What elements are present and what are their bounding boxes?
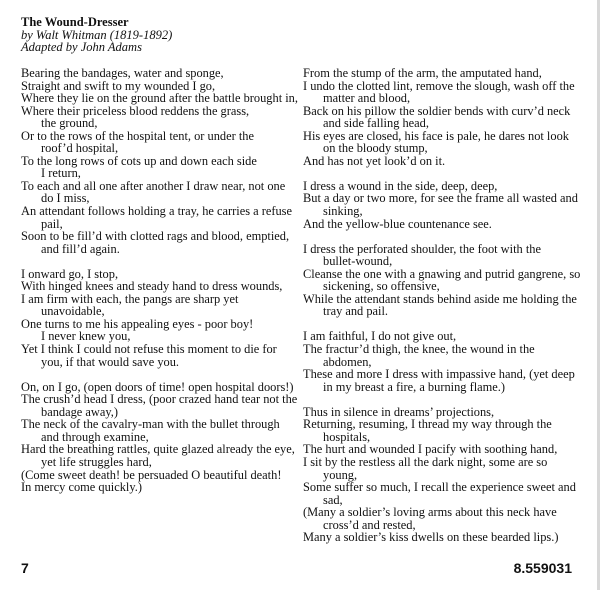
poem-line: Many a soldier’s kiss dwells on these bearded lips.) [303,530,559,545]
poem-line: I undo the clotted lint, remove the slough, wash off the [303,78,575,93]
poem-line: bandage away,) [41,404,118,419]
poem-line: Some suffer so much, I recall the experience sweet and [303,480,576,495]
poem-line: cross’d and rested, [323,517,416,532]
poem-title: The Wound-Dresser [21,15,129,29]
poem-line: I never knew you, [41,329,131,344]
poem-line: Soon to be fill’d with clotted rags and blood, emptied, [21,229,290,244]
text-column-left [21,67,298,506]
poem-line: pail, [41,216,63,231]
poem-line: Yet I think I could not refuse this moment to die for [21,342,277,357]
stanza [303,243,580,318]
stanza [21,381,298,494]
poem-line: I sit by the restless all the dark night, some are so [303,454,548,469]
poem-line: Hard the breathing rattles, quite glazed already the eye, [21,442,295,457]
poem-line: His eyes are closed, his face is pale, he dares not look [303,128,569,143]
poem-line: (Come sweet death! be persuaded O beautiful death! [21,467,282,482]
poem-line: Returning, resuming, I thread my way through the [303,417,552,432]
poem-line: While the attendant stands behind aside me holding the [303,291,577,306]
poem-line: the ground, [41,116,98,131]
poem-line: In mercy come quickly.) [21,480,142,495]
poem-line: Where they lie on the ground after the battle brought in, [21,91,298,106]
poem-line: To each and all one after another I draw near, not one [21,178,286,193]
catalog-number: 8.559031 [513,560,572,576]
poem-line: roof’d hospital, [41,141,119,156]
poem-line: tray and pail. [323,304,389,319]
poem-line: An attendant follows holding a tray, he carries a refuse [21,204,293,219]
poem-line: and through examine, [41,429,149,444]
poem-line: Where their priceless blood reddens the grass, [21,103,250,118]
poem-line: do I miss, [41,191,90,206]
stanza [303,67,580,167]
stanza [21,268,298,368]
poem-adapter: Adapted by John Adams [21,40,142,55]
poem-line: sad, [323,492,343,507]
poem-line: bullet-wound, [323,254,393,269]
poem-line: and fill’d again. [41,241,120,256]
poem-author: by Walt Whitman (1819-1892) [21,27,173,42]
poem-line: you, if that would save you. [41,354,179,369]
stanza [303,180,580,230]
poem-line: One turns to me his appealing eyes - poor boy! [21,316,254,331]
poem-line: (Many a soldier’s loving arms about this neck have [303,505,557,520]
poem-line: hospitals, [323,429,371,444]
page-number: 7 [21,560,29,576]
poem-line: in my breast a fire, a burning flame.) [323,379,506,394]
poem-line: matter and blood, [323,91,411,106]
poem-line: On, on I go, (open doors of time! open hospital doors!) [21,379,294,394]
poem-line: Back on his pillow the soldier bends with curv’d neck [303,103,571,118]
poem-header [21,16,172,54]
poem-line: I am faithful, I do not give out, [303,329,457,344]
poem-line: And the yellow-blue countenance see. [303,216,492,231]
poem-line: on the bloody stump, [323,141,428,156]
poem-line: To the long rows of cots up and down each side [21,153,257,168]
poem-line: sickening, so offensive, [323,279,440,294]
poem-line: young, [323,467,358,482]
poem-line: The neck of the cavalry-man with the bullet through [21,417,280,432]
text-column-right [303,67,580,556]
poem-line: sinking, [323,204,363,219]
poem-line: Thus in silence in dreams’ projections, [303,404,495,419]
poem-line: yet life struggles hard, [41,454,152,469]
poem-line: abdomen, [323,354,372,369]
stanza [303,406,580,544]
poem-line: Or to the rows of the hospital tent, or under the [21,128,254,143]
poem-line: I onward go, I stop, [21,266,119,281]
poem-line: But a day or two more, for see the frame all wasted and [303,191,578,206]
poem-line: and side falling head, [323,116,429,131]
poem-line: I dress the perforated shoulder, the foot with the [303,241,541,256]
poem-line: The crush’d head I dress, (poor crazed hand tear not the [21,392,298,407]
poem-line: Cleanse the one with a gnawing and putrid gangrene, so [303,266,581,281]
poem-line: These and more I dress with impassive hand, (yet deep [303,367,575,382]
poem-line: I return, [41,166,81,181]
poem-line: From the stump of the arm, the amputated hand, [303,66,542,80]
poem-line: Bearing the bandages, water and sponge, [21,66,224,80]
poem-line: I am firm with each, the pangs are sharp yet [21,291,239,306]
poem-line: With hinged knees and steady hand to dress wounds, [21,279,283,294]
stanza [303,330,580,393]
poem-line: Straight and swift to my wounded I go, [21,78,216,93]
poem-line: unavoidable, [41,304,105,319]
stanza [21,67,298,255]
poem-line: The hurt and wounded I pacify with soothing hand, [303,442,558,457]
poem-line: And has not yet look’d on it. [303,153,446,168]
poem-line: I dress a wound in the side, deep, deep, [303,178,498,193]
poem-line: The fractur’d thigh, the knee, the wound in the [303,342,535,357]
